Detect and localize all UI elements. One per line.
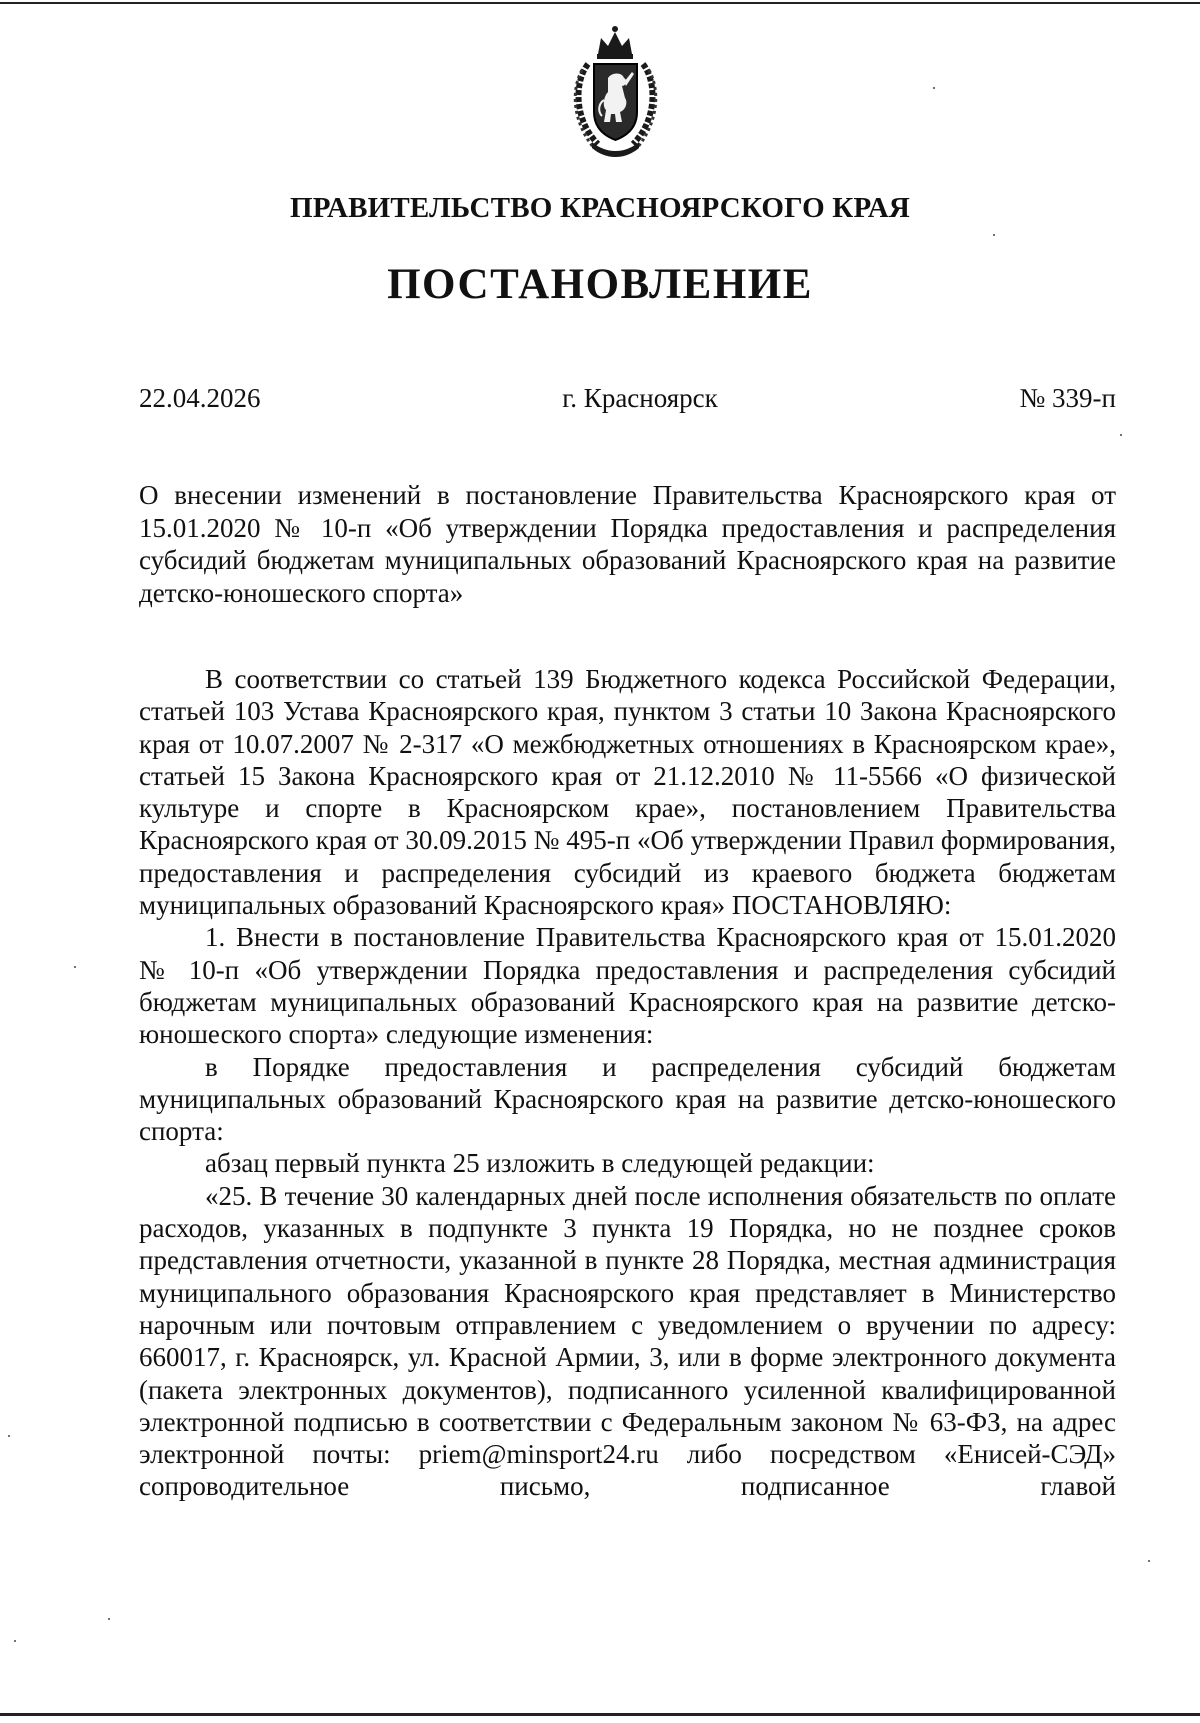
scan-speck (1148, 1560, 1150, 1562)
scan-speck (1120, 434, 1122, 436)
document-type-title: ПОСТАНОВЛЕНИЕ (387, 261, 813, 308)
scan-top-border (0, 2, 1200, 4)
document-meta-row (139, 383, 1116, 414)
scan-speck (933, 87, 935, 89)
document-place: г. Красноярск (562, 383, 718, 413)
scan-speck (993, 234, 995, 236)
scan-bottom-border (0, 1713, 1200, 1716)
scan-speck (74, 966, 76, 968)
scan-speck (14, 1640, 16, 1642)
document-body (139, 663, 1116, 1503)
scan-speck (8, 1435, 10, 1437)
body-paragraph-clause-25: «25. В течение 30 календарных дней после исполнения обязательств по оплате расходов, указанных в подпункте 3 пункта 19 Порядка, но не позднее сроков представления отчетности, указанной в пункте 28 Порядка, местная администрация муниципального образования Красноярского края представляет в Министерство нарочным или почтовым отправлением с уведомлением о вручении по адресу: 660017, г. Красноярск, ул. Красной Армии, 3, или в форме электронного документа (пакета электронных документов), подписанного усиленной квалифицированной электронной подписью в соответствии с Федеральным законом № 63-ФЗ, на адрес электронной почты: priem@minsport24.ru либо посредством «Енисей-СЭД» сопроводительное письмо, подписанное главой (139, 1180, 1116, 1502)
body-paragraph-instruction: абзац первый пункта 25 изложить в следующей редакции: (205, 1148, 875, 1179)
document-subject-title: О внесении изменений в постановление Правительства Красноярского края от 15.01.2020 № 10-п «Об утверждении Порядка предоставления и распределения субсидий бюджетам муниципальных образований Красноярского края на развитие детско-юношеского спорта» (139, 480, 1116, 608)
document-number: № 339-п (1019, 383, 1116, 413)
body-paragraph-item-1: 1. Внести в постановление Правительства Красноярского края от 15.01.2020 № 10-п «Об утверждении Порядка предоставления и распределения субсидий бюджетам муниципальных образований Красноярского края на развитие детско-юношеского спорта» следующие изменения: (139, 922, 1116, 1050)
document-date: 22.04.2026 (139, 383, 261, 413)
organization-name: ПРАВИТЕЛЬСТВО КРАСНОЯРСКОГО КРАЯ (289, 192, 911, 224)
body-paragraph-preamble: В соответствии со статьей 139 Бюджетного кодекса Российской Федерации, статьей 103 Устава Красноярского края, пунктом 3 статьи 10 Закона Красноярского края от 10.07.2007 № 2-317 «О межбюджетных отношениях в Красноярском крае», статьей 15 Закона Красноярского края от 21.12.2010 № 11-5566 «О физической культуре и спорте в Красноярском крае», постановлением Правительства Красноярского края от 30.09.2015 № 495-п «Об утверждении Правил формирования, предоставления и распределения субсидий из краевого бюджета бюджетам муниципальных образований Красноярского края» ПОСТАНОВЛЯЮ: (139, 664, 1116, 921)
scan-speck (108, 1618, 110, 1620)
body-paragraph-order-section: в Порядке предоставления и распределения субсидий бюджетам муниципальных образований Красноярского края на развитие детско-юношеского спорта: (139, 1051, 1116, 1147)
coat-of-arms-icon (568, 20, 663, 160)
